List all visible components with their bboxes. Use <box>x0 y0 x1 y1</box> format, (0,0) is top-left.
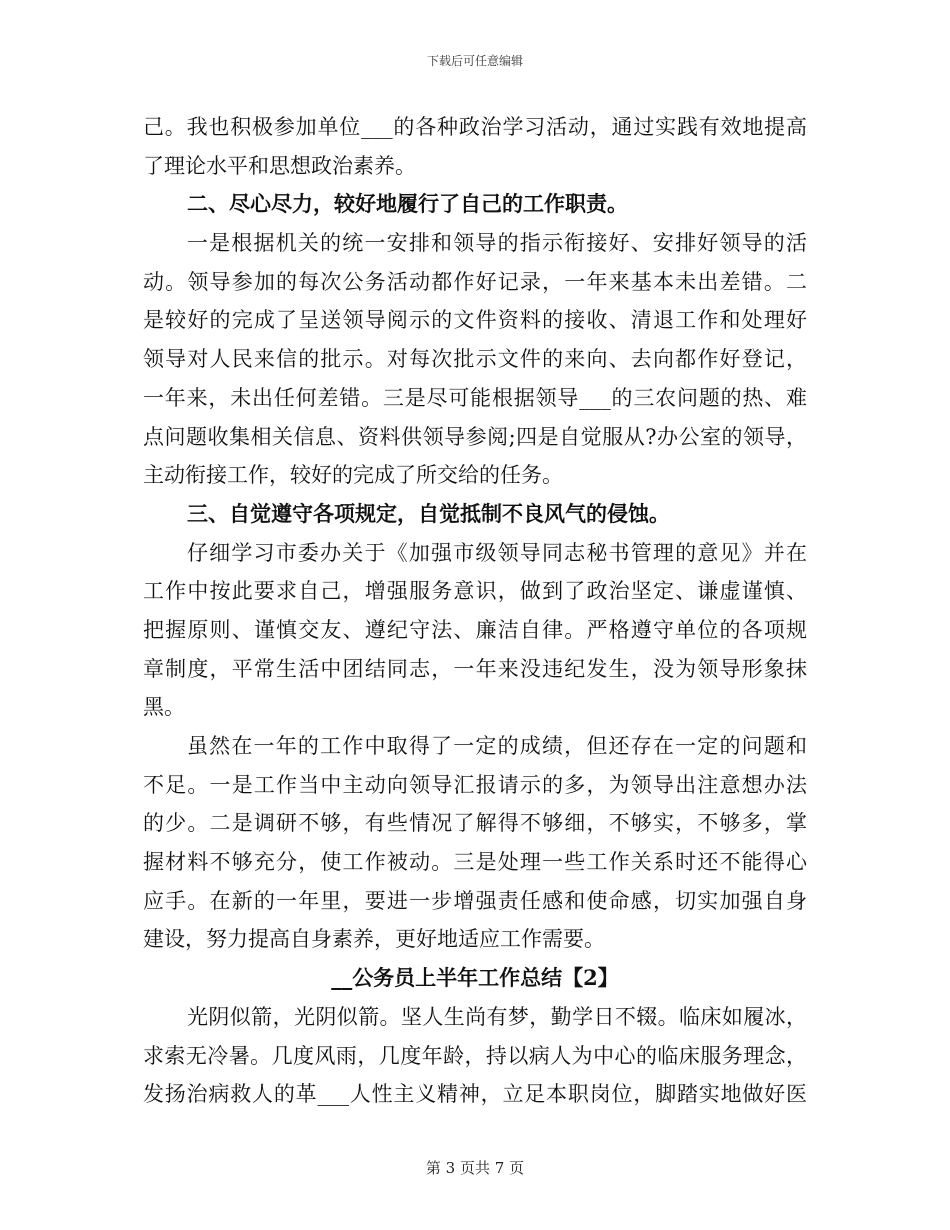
body-line: 求索无冷暑。几度风雨，几度年龄，持以病人为中心的临床服务理念， <box>143 1043 807 1068</box>
page-number: 第 3 页共 7 页 <box>425 1159 525 1177</box>
body-line: 不足。一是工作当中主动向领导汇报请示的多，为领导出注意想办法 <box>143 772 807 797</box>
body-line: 了理论水平和思想政治素养。 <box>143 153 416 178</box>
body-line: 一年来，未出任何差错。三是尽可能根据领导___的三农问题的热、难 <box>143 385 807 410</box>
body-line: 虽然在一年的工作中取得了一定的成绩，但还存在一定的问题和 <box>187 734 807 758</box>
body-line: 是较好的完成了呈送领导阅示的文件资料的接收、清退工作和处理好 <box>143 308 807 333</box>
page-header: 下载后可任意编辑 <box>426 54 523 68</box>
body-line: 工作中按此要求自己，增强服务意识，做到了政治坚定、谦虚谨慎、 <box>143 579 807 604</box>
body-line: 仔细学习市委办关于《加强市级领导同志秘书管理的意见》并在 <box>187 540 807 565</box>
section-heading: 三、自觉遵守各项规定，自觉抵制不良风气的侵蚀。 <box>187 500 670 526</box>
body-line: 己。我也积极参加单位___的各种政治学习活动，通过实践有效地提高 <box>143 115 807 139</box>
article-title: __公务员上半年工作总结【2】 <box>331 965 619 991</box>
body-line: 动。领导参加的每次公务活动都作好记录，一年来基本未出差错。二 <box>143 269 807 294</box>
body-line: 应手。在新的一年里，要进一步增强责任感和使命感，切实加强自身 <box>143 888 807 913</box>
body-line: 点问题收集相关信息、资料供领导参阅;四是自觉服从?办公室的领导， <box>143 424 807 449</box>
body-line: 建设，努力提高自身素养，更好地适应工作需要。 <box>143 927 605 952</box>
body-line: 章制度，平常生活中团结同志，一年来没违纪发生，没为领导形象抹 <box>143 656 807 681</box>
body-line: 领导对人民来信的批示。对每次批示文件的来向、去向都作好登记， <box>143 347 807 372</box>
body-line: 主动衔接工作，较好的完成了所交给的任务。 <box>143 463 563 488</box>
body-line: 一是根据机关的统一安排和领导的指示衔接好、安排好领导的活 <box>187 231 807 256</box>
body-line: 握材料不够充分，使工作被动。三是处理一些工作关系时还不能得心 <box>143 850 807 875</box>
body-line: 的少。二是调研不够，有些情况了解得不够细，不够实，不够多，掌 <box>143 811 807 836</box>
body-line: 黑。 <box>143 695 185 720</box>
body-line: 光阴似箭，光阴似箭。坚人生尚有梦，勤学日不辍。临床如履冰， <box>187 1004 807 1029</box>
body-line: 发扬治病救人的革___人性主义精神，立足本职岗位，脚踏实地做好医 <box>143 1082 807 1107</box>
document-body <box>143 108 807 1114</box>
section-heading: 二、尽心尽力，较好地履行了自己的工作职责。 <box>187 191 628 217</box>
body-line: 把握原则、谨慎交友、遵纪守法、廉洁自律。严格遵守单位的各项规 <box>143 617 807 642</box>
